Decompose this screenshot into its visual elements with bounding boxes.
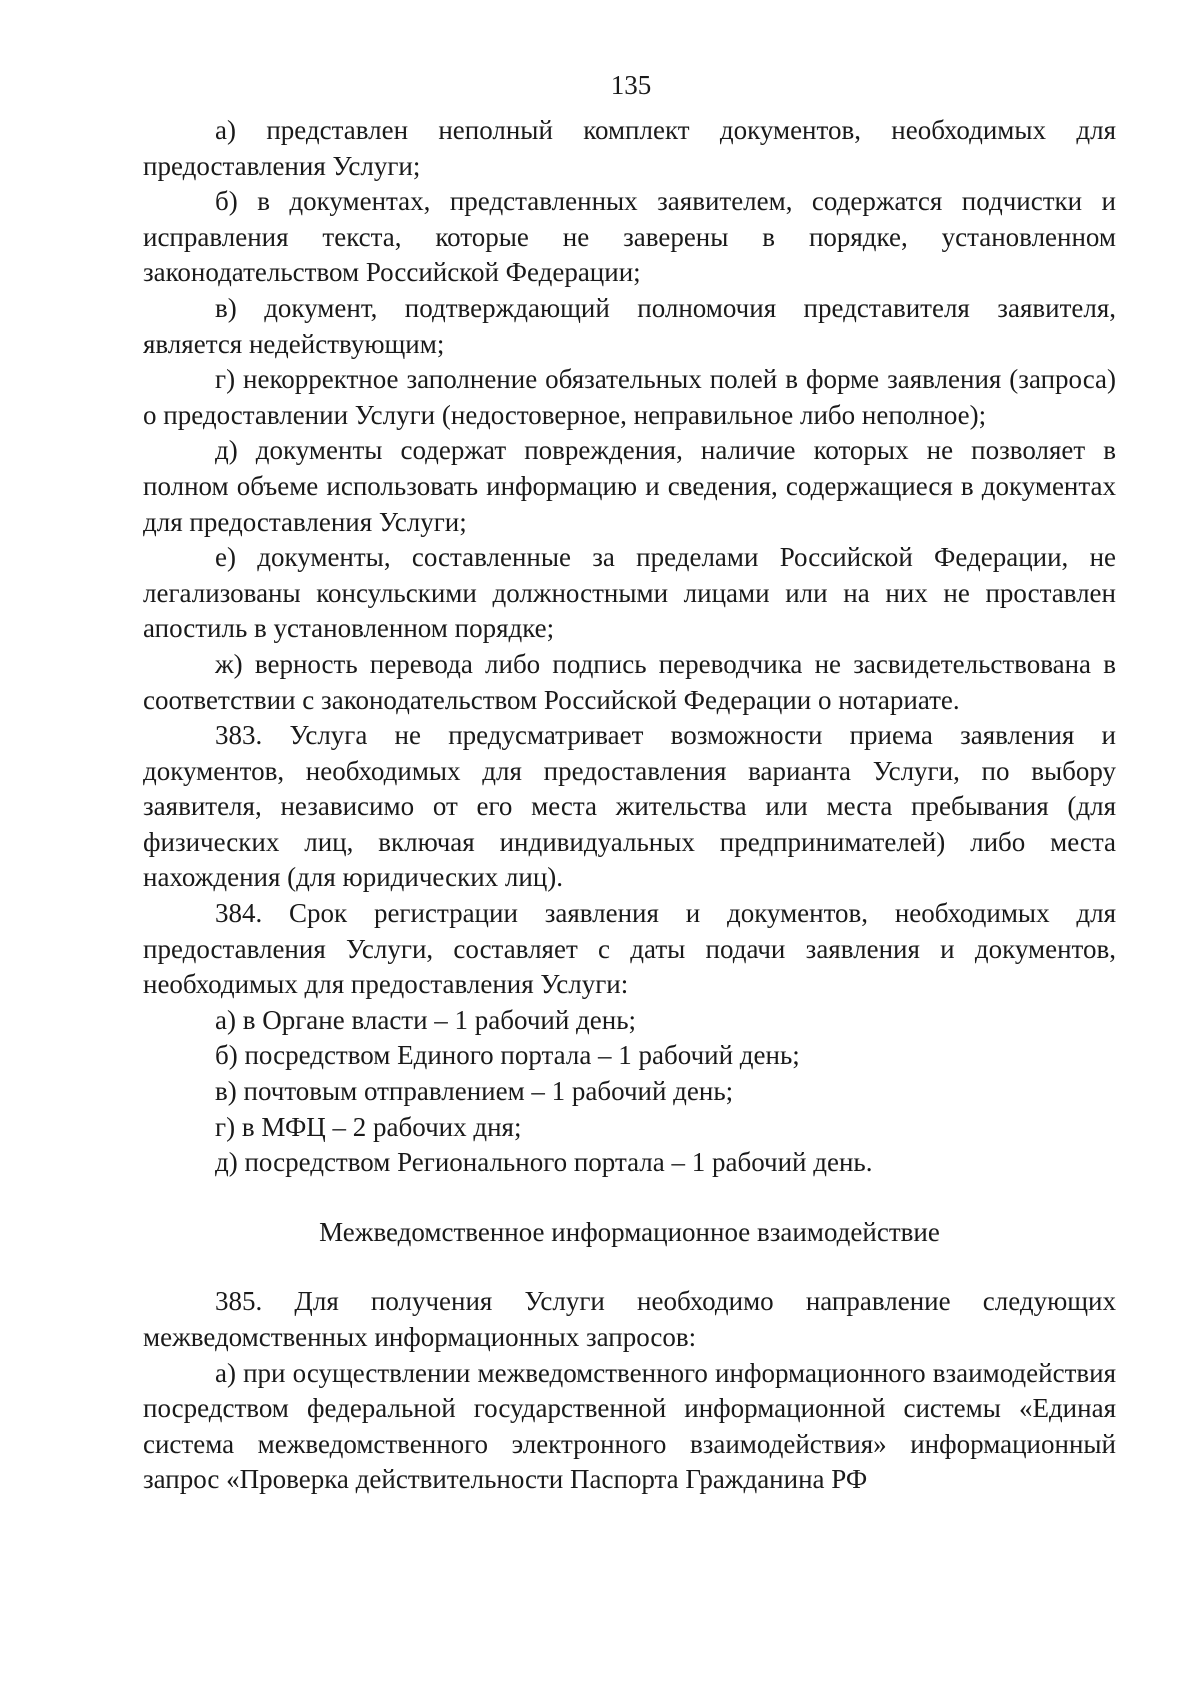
- list-item-g-incorrect-form: г) некорректное заполнение обязательных полей в форме заявления (запроса) о предоставлении Услуги (недостоверное, неправильное либо неполное);: [143, 364, 1116, 430]
- clause-385-item-a: а) при осуществлении межведомственного информационного взаимодействия посредством федеральной государственной информационной системы «Единая система межведомственного электронного взаимодействия» информационный запрос «Проверка действительности Паспорта Гражданина РФ: [143, 1357, 1116, 1495]
- clause-384: 384. Срок регистрации заявления и документов, необходимых для предоставления Услуги, составляет с даты подачи заявления и документов, необходимых для предоставления Услуги:: [143, 898, 1116, 1000]
- list-item-d-damaged-documents: д) документы содержат повреждения, наличие которых не позволяет в полном объеме использовать информацию и сведения, содержащиеся в документах для предоставления Услуги;: [143, 435, 1116, 537]
- document-body: [143, 113, 1116, 1498]
- registration-term-unified-portal: б) посредством Единого портала – 1 рабочий день;: [215, 1040, 800, 1071]
- registration-term-mail: в) почтовым отправлением – 1 рабочий день;: [215, 1076, 734, 1107]
- clause-385: 385. Для получения Услуги необходимо направление следующих межведомственных информационных запросов:: [143, 1286, 1116, 1352]
- registration-term-authority: а) в Органе власти – 1 рабочий день;: [215, 1004, 637, 1035]
- page-number: 135: [610, 70, 652, 100]
- registration-term-mfc: г) в МФЦ – 2 рабочих дня;: [215, 1111, 522, 1142]
- clause-383: 383. Услуга не предусматривает возможности приема заявления и документов, необходимых для предоставления варианта Услуги, по выбору заявителя, независимо от его места жительства или места пребывания (для физических лиц, включая индивидуальных предпринимателей) либо места нахождения (для юридических лиц).: [143, 720, 1116, 893]
- list-item-a-incomplete-documents: а) представлен неполный комплект документов, необходимых для предоставления Услуги;: [143, 115, 1116, 181]
- section-heading: Межведомственное информационное взаимодействие: [319, 1216, 940, 1247]
- list-item-v-invalid-authority: в) документ, подтверждающий полномочия представителя заявителя, является недействующим;: [143, 292, 1116, 359]
- list-item-e-not-legalized: е) документы, составленные за пределами Российской Федерации, не легализованы консульскими должностными лицами или на них не проставлен апостиль в установленном порядке;: [143, 542, 1116, 644]
- list-item-b-corrections: б) в документах, представленных заявителем, содержатся подчистки и исправления текста, которые не заверены в порядке, установленном законодательством Российской Федерации;: [143, 186, 1116, 288]
- registration-term-regional-portal: д) посредством Регионального портала – 1 рабочий день.: [215, 1147, 873, 1178]
- list-item-zh-translation: ж) верность перевода либо подпись переводчика не засвидетельствована в соответствии с законодательством Российской Федерации о нотариате.: [143, 648, 1116, 715]
